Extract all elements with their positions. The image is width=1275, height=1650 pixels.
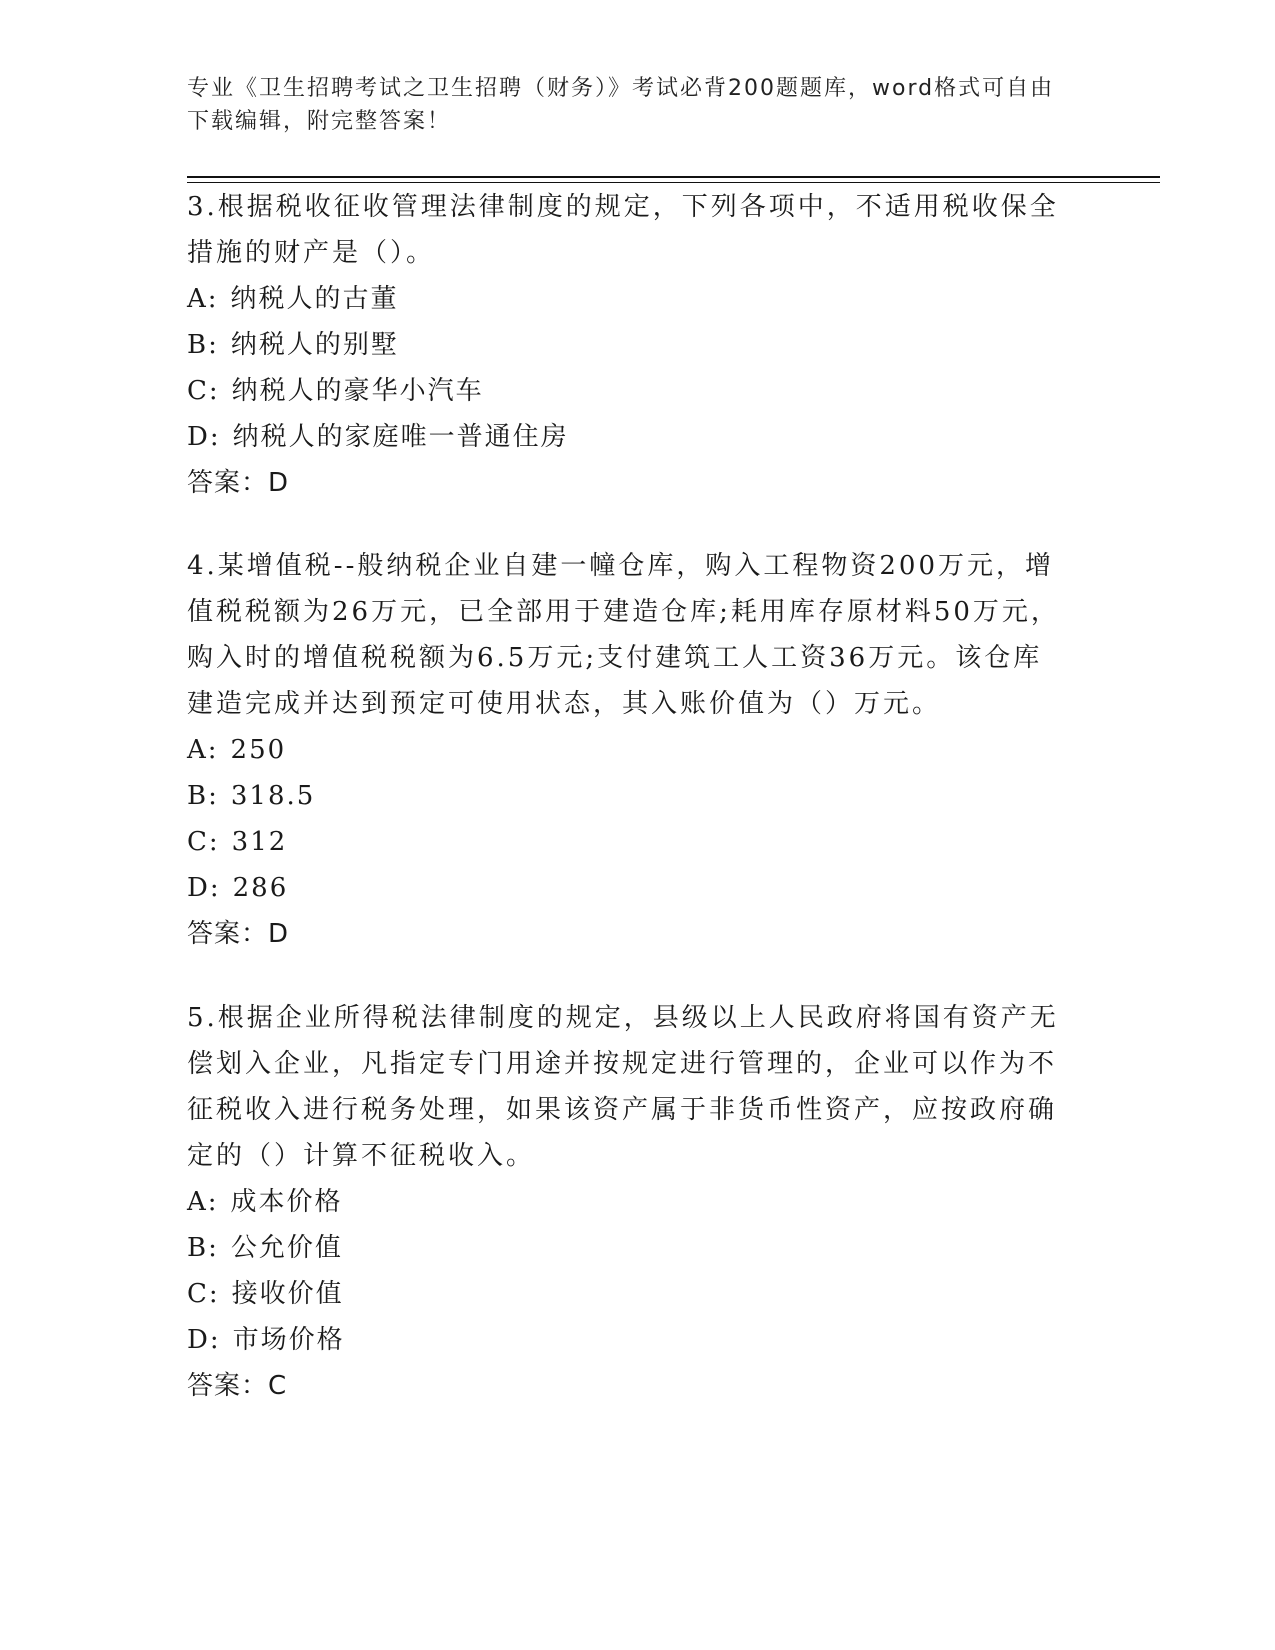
question-stem: 5.根据企业所得税法律制度的规定，县级以上人民政府将国有资产无偿划入企业，凡指定专门用途并按规定进行管理的，企业可以作为不征税收入进行税务处理，如果该资产属于非货币性资产，应按政府确定的（）计算不征税收入。: [187, 1003, 1059, 1171]
option-a: [187, 276, 1067, 322]
option-text: 286: [232, 873, 289, 903]
option-letter: D:: [187, 422, 221, 452]
header-rule-thin: [187, 182, 1160, 183]
option-letter: C:: [187, 376, 220, 406]
option-c: [187, 1271, 1067, 1317]
option-c: [187, 819, 1067, 865]
option-text: 250: [230, 735, 287, 765]
question-5: [187, 995, 1067, 1409]
option-a: [187, 1179, 1067, 1225]
option-letter: B:: [187, 330, 219, 360]
option-text: 公允价值: [230, 1233, 343, 1263]
question-3: [187, 184, 1067, 506]
option-letter: C:: [187, 1279, 220, 1309]
option-text: 318.5: [230, 781, 316, 811]
header-rule-thick: [187, 176, 1160, 178]
answer: 答案：C: [187, 1371, 288, 1401]
answer: 答案：D: [187, 919, 290, 949]
option-text: 312: [231, 827, 288, 857]
option-text: 纳税人的家庭唯一普通住房: [232, 422, 569, 452]
option-text: 接收价值: [231, 1279, 344, 1309]
document-header: 专业《卫生招聘考试之卫生招聘（财务）》考试必背200题题库，word格式可自由下载编辑，附完整答案！: [187, 76, 1055, 134]
option-b: [187, 322, 1067, 368]
question-stem: 4.某增值税--般纳税企业自建一幢仓库，购入工程物资200万元，增值税税额为26万元，已全部用于建造仓库;耗用库存原材料50万元，购入时的增值税税额为6.5万元;支付建筑工人工资36万元。该仓库建造完成并达到预定可使用状态，其入账价值为（）万元。: [187, 551, 1060, 719]
option-d: [187, 1317, 1067, 1363]
option-letter: B:: [187, 781, 219, 811]
question-4: [187, 543, 1067, 957]
option-text: 成本价格: [230, 1187, 343, 1217]
option-a: [187, 727, 1067, 773]
option-letter: B:: [187, 1233, 219, 1263]
option-d: [187, 865, 1067, 911]
option-letter: A:: [187, 1187, 219, 1217]
answer: 答案：D: [187, 468, 290, 498]
option-text: 市场价格: [232, 1325, 345, 1355]
option-text: 纳税人的豪华小汽车: [231, 376, 484, 406]
option-letter: C:: [187, 827, 220, 857]
option-c: [187, 368, 1067, 414]
question-stem: 3.根据税收征收管理法律制度的规定，下列各项中，不适用税收保全措施的财产是（）。: [187, 192, 1059, 268]
option-letter: A:: [187, 284, 219, 314]
option-text: 纳税人的别墅: [230, 330, 399, 360]
option-text: 纳税人的古董: [230, 284, 399, 314]
option-b: [187, 1225, 1067, 1271]
option-letter: D:: [187, 873, 221, 903]
option-d: [187, 414, 1067, 460]
option-letter: A:: [187, 735, 219, 765]
option-letter: D:: [187, 1325, 221, 1355]
option-b: [187, 773, 1067, 819]
